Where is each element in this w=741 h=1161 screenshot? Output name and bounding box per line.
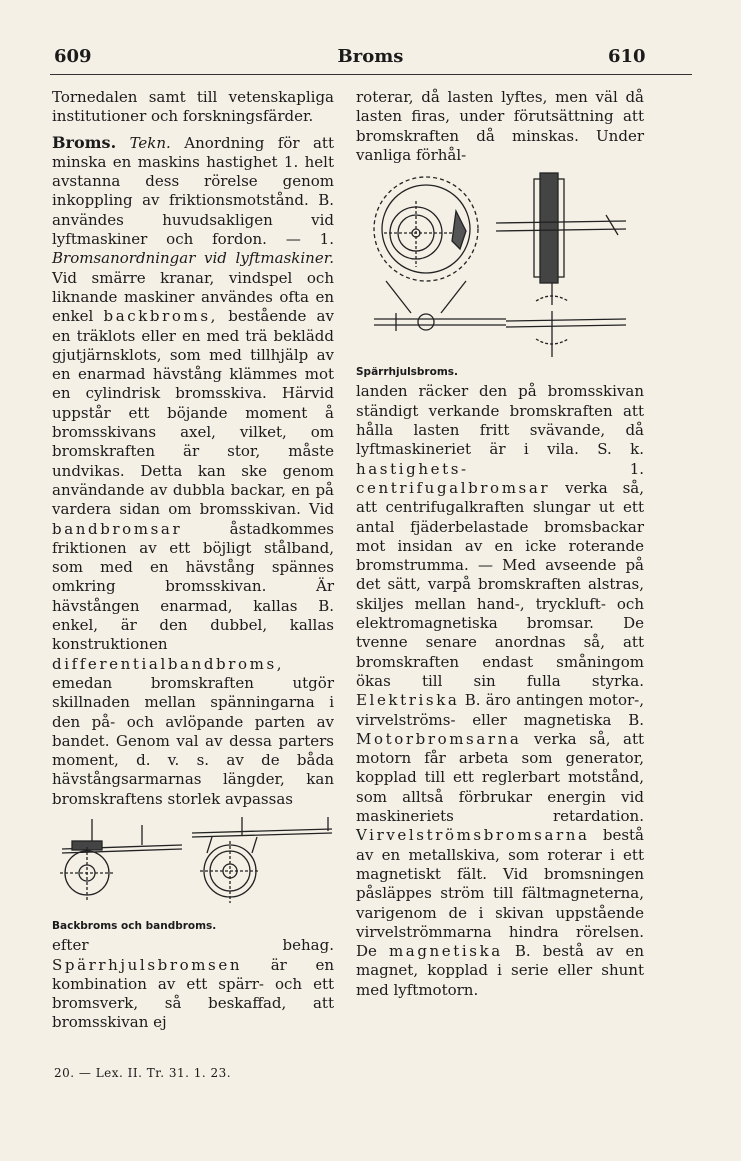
- term-elektriska: Elektriska: [356, 691, 460, 710]
- right-text-6: bestå av en metallskiva, som roterar i ett magnetiskt fält. Vid bromsningen påsläppes ström till fältmagneterna, varigenom de i skivan uppstående virvelströmmarna hindra rörelsen. De: [356, 826, 644, 961]
- term-virvelstromsbromsarna: Virvelströmsbromsarna: [356, 826, 590, 845]
- body-text-5: efter behag.: [52, 936, 334, 955]
- body-text-4: emedan bromskraften utgör skillnaden mellan spänningarna i den på- och avlöpande parten av bandet. Genom val av dessa parters moment, d. v. s. av de båda hävstångsarmarnas längder, kan bromskraftens storlek avpassas: [52, 673, 334, 808]
- left-column: [52, 88, 334, 1033]
- right-opening-paragraph: [356, 88, 644, 165]
- header-rule: [50, 74, 692, 75]
- right-text-2: landen räcker den på bromsskivan ständigt verkande bromskraften att hålla lasten fritt svävande, då lyftmaskineriet är i vila. S. k.: [356, 382, 644, 459]
- right-text-4: B. äro antingen motor-, virvelströms- eller magnetiska B.: [356, 691, 644, 729]
- entry-subhead: Bromsanordningar vid lyftmaskiner.: [52, 249, 334, 268]
- entry-paragraph: [52, 133, 334, 809]
- figure-caption-left: Backbroms och bandbroms.: [52, 919, 217, 932]
- entry-headword: Broms.: [52, 132, 117, 152]
- term-hastighets-number: 1.: [629, 459, 644, 478]
- right-text-1: roterar, då lasten lyftes, men väl då lasten firas, under förutsättning att bromskraften då minskas. Under vanliga förhål-: [356, 88, 644, 164]
- figure-backbroms-bandbroms: [52, 815, 334, 915]
- body-text-3: åstadkommes friktionen av ett böjligt stålband, som med en hävstång spännes omkring bromsskivan. Är hävstången enarmad, kallas B. enkel, är den dubbel, kallas konstruktionen: [52, 519, 334, 654]
- right-text-7: B. bestå av en magnet, kopplad i serie eller shunt med lyftmotorn.: [356, 942, 644, 999]
- entry-abbreviation: Tekn.: [129, 133, 171, 152]
- right-text-3: verka så, att centrifugalkraften slungar ut ett antal fjäderbelastade bromsbackar mot insidan av en icke roterande bromstrumma. — Med avseende på det sätt, varpå bromskraften alstras, skiljes mellan hand-, tryckluft- och elektromagnetiska bromsar. De tvenne senare anordnas så, att bromskraften endast småningom ökas till sin fulla styrka.: [356, 478, 644, 690]
- term-bandbromsar: bandbromsar: [52, 519, 183, 538]
- term-motorbromsarna: Motorbromsarna: [356, 729, 522, 748]
- figure-caption-right: Spärrhjulsbroms.: [356, 366, 459, 379]
- term-magnetiska: magnetiska: [388, 942, 503, 961]
- printer-signature: 20. — Lex. II. Tr. 31. 1. 23.: [54, 1066, 232, 1080]
- body-text-2: bestående av en träklots eller en med trä beklädd gjutjärnsklots, som med tillhjälp av en enarmad hävstång klämmes mot en cylindrisk bromsskiva. Härvid uppstår ett böjande moment å bromsskivans axel, vilket, om bromskraften är stor, måste undvikas. Detta kan ske genom användande av dubbla backar, en på vardera sidan om bromsskivan. Vid: [52, 307, 334, 519]
- right-column: [356, 88, 644, 1000]
- running-title: Broms: [337, 46, 404, 67]
- intro-paragraph: [52, 88, 334, 127]
- term-backbroms: backbroms,: [103, 307, 219, 326]
- sparrhjulsbroms-illustration: [356, 171, 644, 361]
- entry-definition: Anordning för att minska en maskins hastighet 1. helt avstanna dess rörelse genom inkoppling av friktionsmotstånd. B. användes huvudsakligen vid lyftmaskiner och fordon. — 1.: [52, 133, 334, 249]
- body-text-1: Vid smärre kranar, vindspel och liknande maskiner användes ofta en enkel: [52, 268, 334, 326]
- term-differentialbandbroms: differentialbandbroms,: [52, 654, 285, 673]
- body-text-6: är en kombination av ett spärr- och ett bromsverk, så beskaffad, att bromsskivan ej: [52, 955, 334, 1032]
- right-main-paragraph: [356, 382, 644, 1000]
- intro-text: Tornedalen samt till vetenskapliga institutioner och forskningsfärder.: [52, 88, 334, 126]
- page-number-right: 610: [608, 46, 646, 67]
- term-hastighets: hastighets-: [356, 459, 469, 478]
- term-sparrhjulsbromsen: Spärrhjulsbromsen: [52, 955, 243, 974]
- figure-sparrhjulsbroms: [356, 171, 644, 361]
- backbroms-bandbroms-illustration: [52, 815, 334, 915]
- closing-paragraph: [52, 936, 334, 1032]
- page-number-left: 609: [54, 46, 92, 67]
- term-centrifugalbromsar: centrifugalbromsar: [356, 478, 551, 497]
- right-text-5: verka så, att motorn får arbeta som generator, kopplad till ett reglerbart motstånd, som alltså förbrukar energin vid maskineriets retardation.: [356, 729, 644, 826]
